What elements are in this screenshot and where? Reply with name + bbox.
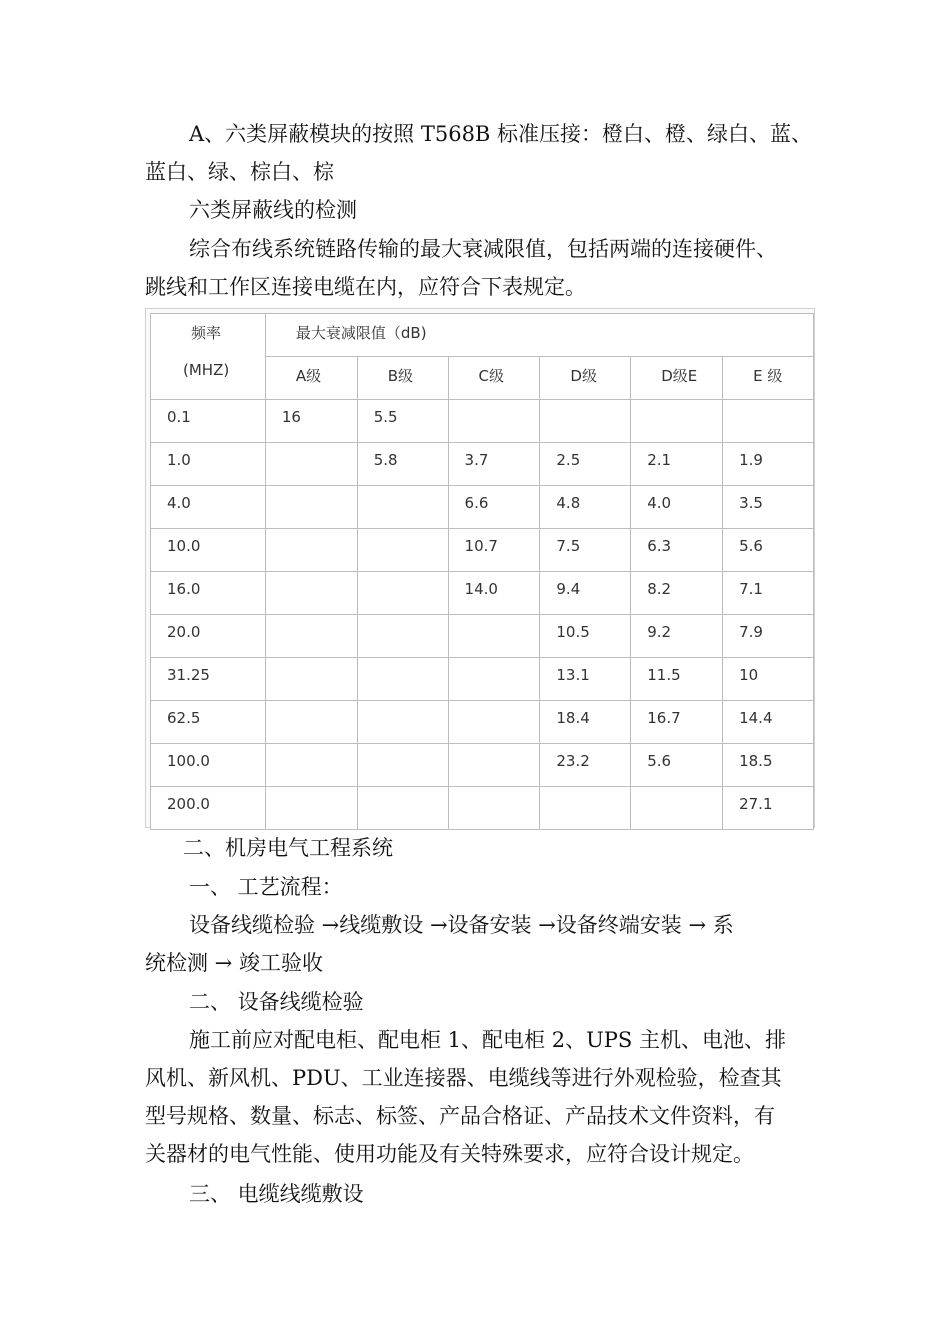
paragraph-shielded-module bbox=[145, 115, 813, 191]
table-cell: 10.7 bbox=[448, 529, 540, 572]
text-line: 型号规格、数量、标志、标签、产品合格证、产品技术文件资料，有 bbox=[145, 1104, 775, 1128]
class-header-d: D级 bbox=[540, 357, 631, 400]
section-heading-cable-laying bbox=[145, 1175, 810, 1213]
table-row bbox=[151, 529, 814, 572]
table-cell: 6.6 bbox=[448, 486, 540, 529]
table-cell: 10.0 bbox=[151, 529, 266, 572]
class-header-c: C级 bbox=[448, 357, 540, 400]
table-cell bbox=[357, 744, 448, 787]
attenuation-table-image bbox=[145, 308, 815, 828]
table-row bbox=[151, 658, 814, 701]
table-cell: 16 bbox=[265, 400, 357, 443]
table-cell: 16.0 bbox=[151, 572, 266, 615]
text-line: 施工前应对配电柜、配电柜 1、配电柜 2、UPS 主机、电池、排 bbox=[189, 1028, 786, 1052]
table-cell: 0.1 bbox=[151, 400, 266, 443]
table-cell: 5.6 bbox=[723, 529, 814, 572]
table-cell: 10 bbox=[723, 658, 814, 701]
section-heading-cable-test bbox=[145, 191, 810, 229]
table-cell bbox=[357, 529, 448, 572]
table-cell bbox=[448, 400, 540, 443]
table-cell: 6.3 bbox=[631, 529, 723, 572]
table-cell bbox=[448, 701, 540, 744]
table-cell bbox=[448, 658, 540, 701]
table-cell bbox=[265, 658, 357, 701]
class-header-a: A级 bbox=[265, 357, 357, 400]
table-cell bbox=[265, 443, 357, 486]
table-cell bbox=[357, 787, 448, 830]
table-cell: 62.5 bbox=[151, 701, 266, 744]
table-cell: 9.2 bbox=[631, 615, 723, 658]
table-cell bbox=[265, 701, 357, 744]
text-line: 设备线缆检验 →线缆敷设 →设备安装 →设备终端安装 → 系 bbox=[189, 913, 734, 937]
table-cell: 14.4 bbox=[723, 701, 814, 744]
table-cell: 5.5 bbox=[357, 400, 448, 443]
text-line: 关器材的电气性能、使用功能及有关特殊要求，应符合设计规定。 bbox=[145, 1142, 754, 1166]
table-cell: 31.25 bbox=[151, 658, 266, 701]
table-cell: 18.5 bbox=[723, 744, 814, 787]
table-cell: 5.6 bbox=[631, 744, 723, 787]
table-cell: 7.9 bbox=[723, 615, 814, 658]
table-cell: 5.8 bbox=[357, 443, 448, 486]
class-header-b: B级 bbox=[357, 357, 448, 400]
table-cell: 13.1 bbox=[540, 658, 631, 701]
section-heading-process bbox=[145, 868, 810, 906]
table-cell: 14.0 bbox=[448, 572, 540, 615]
table-cell bbox=[540, 400, 631, 443]
class-header-de: D级E bbox=[631, 357, 723, 400]
table-cell: 2.5 bbox=[540, 443, 631, 486]
frequency-unit: (MHZ) bbox=[183, 361, 230, 379]
table-row bbox=[151, 400, 814, 443]
table-row bbox=[151, 744, 814, 787]
table-cell: 20.0 bbox=[151, 615, 266, 658]
table-row bbox=[151, 572, 814, 615]
section-heading-inspection bbox=[145, 983, 810, 1021]
text-line: 风机、新风机、PDU、工业连接器、电缆线等进行外观检验，检查其 bbox=[145, 1066, 782, 1090]
table-cell: 23.2 bbox=[540, 744, 631, 787]
table-cell: 2.1 bbox=[631, 443, 723, 486]
table-cell bbox=[631, 400, 723, 443]
table-cell: 4.0 bbox=[151, 486, 266, 529]
table-cell bbox=[723, 400, 814, 443]
table-cell bbox=[540, 787, 631, 830]
table-cell: 27.1 bbox=[723, 787, 814, 830]
text-line: 一、 工艺流程： bbox=[189, 875, 343, 899]
table-cell: 1.0 bbox=[151, 443, 266, 486]
table-cell bbox=[357, 701, 448, 744]
text-line: 蓝白、绿、棕白、棕 bbox=[145, 160, 334, 184]
table-cell bbox=[265, 787, 357, 830]
table-cell bbox=[265, 572, 357, 615]
table-cell bbox=[265, 486, 357, 529]
table-cell: 7.5 bbox=[540, 529, 631, 572]
table-row bbox=[151, 701, 814, 744]
text-line: 六类屏蔽线的检测 bbox=[189, 198, 357, 222]
table-cell: 10.5 bbox=[540, 615, 631, 658]
table-cell: 3.5 bbox=[723, 486, 814, 529]
table-cell bbox=[265, 529, 357, 572]
text-line: 综合布线系统链路传输的最大衰减限值，包括两端的连接硬件、 bbox=[189, 237, 777, 261]
table-cell: 3.7 bbox=[448, 443, 540, 486]
table-cell bbox=[631, 787, 723, 830]
table-cell bbox=[448, 615, 540, 658]
table-cell bbox=[265, 744, 357, 787]
table-cell bbox=[357, 615, 448, 658]
table-cell: 18.4 bbox=[540, 701, 631, 744]
table-cell bbox=[357, 658, 448, 701]
paragraph-attenuation-limit bbox=[145, 230, 810, 306]
table-cell bbox=[448, 744, 540, 787]
text-line: 二、 设备线缆检验 bbox=[189, 990, 364, 1014]
table-cell bbox=[357, 572, 448, 615]
table-cell: 11.5 bbox=[631, 658, 723, 701]
table-cell: 7.1 bbox=[723, 572, 814, 615]
paragraph-inspection bbox=[145, 1021, 810, 1173]
frequency-header bbox=[151, 314, 266, 400]
table-cell: 4.8 bbox=[540, 486, 631, 529]
table-cell: 1.9 bbox=[723, 443, 814, 486]
table-cell: 100.0 bbox=[151, 744, 266, 787]
table-cell bbox=[448, 787, 540, 830]
table-cell bbox=[265, 615, 357, 658]
table-cell: 200.0 bbox=[151, 787, 266, 830]
table-cell bbox=[357, 486, 448, 529]
attenuation-table bbox=[150, 313, 814, 830]
frequency-label: 频率 bbox=[191, 324, 222, 342]
section-heading-electrical bbox=[145, 829, 810, 867]
table-row bbox=[151, 486, 814, 529]
table-row bbox=[151, 787, 814, 830]
text-line: 二、机房电气工程系统 bbox=[183, 836, 393, 860]
text-line: 统检测 → 竣工验收 bbox=[145, 951, 323, 975]
text-line: 跳线和工作区连接电缆在内，应符合下表规定。 bbox=[145, 275, 586, 299]
attenuation-group-header: 最大衰减限值（dB) bbox=[265, 314, 813, 357]
table-cell: 8.2 bbox=[631, 572, 723, 615]
table-row bbox=[151, 443, 814, 486]
table-cell: 9.4 bbox=[540, 572, 631, 615]
table-cell: 4.0 bbox=[631, 486, 723, 529]
text-line: 三、 电缆线缆敷设 bbox=[189, 1182, 364, 1206]
table-cell: 16.7 bbox=[631, 701, 723, 744]
text-line: A、六类屏蔽模块的按照 T568B 标准压接：橙白、橙、绿白、蓝、 bbox=[189, 122, 813, 146]
paragraph-process-flow bbox=[145, 906, 810, 982]
class-header-e: E 级 bbox=[723, 357, 814, 400]
table-row bbox=[151, 615, 814, 658]
